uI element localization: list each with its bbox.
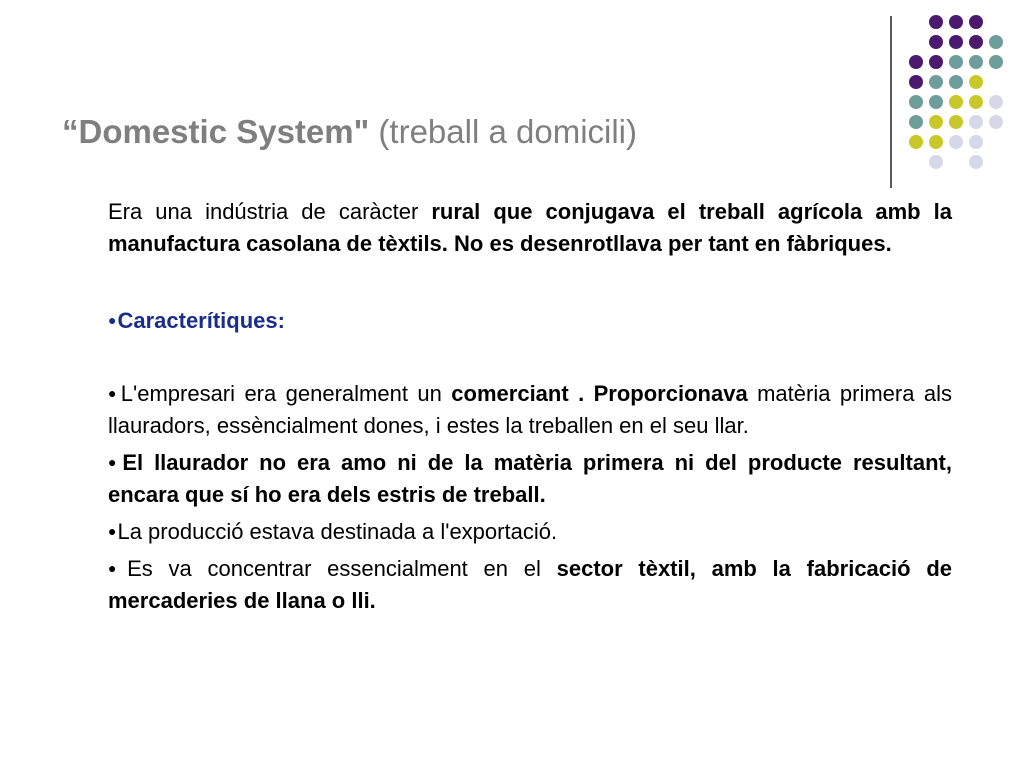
- decor-dot: [949, 15, 963, 29]
- decor-dot: [929, 115, 943, 129]
- decor-dot: [969, 55, 983, 69]
- bullet-icon: ●: [108, 560, 127, 576]
- decor-dot: [949, 55, 963, 69]
- slide-body: [108, 196, 952, 621]
- title-normal: (treball a domicili): [369, 113, 638, 150]
- decor-dot: [909, 135, 923, 149]
- heading-text: Caracterítiques:: [117, 308, 285, 333]
- list-item: [108, 515, 952, 548]
- decor-dot: [909, 55, 923, 69]
- item-text: L'empresari era generalment un: [120, 381, 452, 406]
- section-heading: [108, 304, 952, 337]
- bullet-icon: ●: [108, 385, 120, 401]
- decor-dot: [909, 95, 923, 109]
- decor-dot: [909, 115, 923, 129]
- decor-dot: [989, 55, 1003, 69]
- decor-dot: [909, 75, 923, 89]
- decor-dot: [969, 35, 983, 49]
- decor-dot: [929, 95, 943, 109]
- list-item: [108, 552, 952, 617]
- decor-dot: [989, 35, 1003, 49]
- decor-dot: [929, 55, 943, 69]
- bullet-icon: ●: [108, 312, 117, 328]
- decor-dot: [969, 115, 983, 129]
- item-text: La producció estava destinada a l'exportació.: [117, 519, 558, 544]
- list-item: [108, 446, 952, 511]
- decor-dot: [989, 95, 1003, 109]
- decor-dot: [949, 135, 963, 149]
- decor-dot: [929, 15, 943, 29]
- decor-dot: [949, 75, 963, 89]
- decor-dot: [929, 135, 943, 149]
- list-item: [108, 377, 952, 442]
- decor-dot: [929, 75, 943, 89]
- item-bold-text: comerciant . Proporcionava: [451, 381, 748, 406]
- decor-dot: [969, 155, 983, 169]
- intro-paragraph: [108, 196, 952, 260]
- decor-dot: [969, 95, 983, 109]
- divider-line: [890, 16, 892, 188]
- slide-title: [62, 112, 862, 152]
- intro-bold-text: rural que conjugava el treball agrícola amb la manufactura casolana de tèxtils. No es desenrotllava per tant en fàbriques.: [108, 199, 952, 256]
- decor-dot: [949, 115, 963, 129]
- bullet-icon: ●: [108, 454, 122, 470]
- intro-text: Era una indústria de caràcter: [108, 199, 432, 224]
- item-text: Es va concentrar essencialment en el: [127, 556, 557, 581]
- decor-dot: [969, 135, 983, 149]
- decor-dot: [969, 75, 983, 89]
- item-bold-text: sector tèxtil, amb la fabricació de mercaderies de llana o lli.: [108, 556, 952, 613]
- decor-dot: [949, 95, 963, 109]
- decorative-dot-grid: [0, 0, 1024, 180]
- decor-dot: [989, 115, 1003, 129]
- title-bold: “Domestic System": [62, 113, 370, 150]
- decor-dot: [929, 155, 943, 169]
- item-bold-text: El llaurador no era amo ni de la matèria primera ni del producte resultant, encara que sí ho era dels estris de treball.: [108, 450, 952, 507]
- decor-dot: [969, 15, 983, 29]
- item-text: matèria primera als llauradors, essèncialment dones, i estes la treballen en el seu llar.: [108, 381, 953, 438]
- bullet-icon: ●: [108, 523, 117, 539]
- decor-dot: [929, 35, 943, 49]
- decor-dot: [949, 35, 963, 49]
